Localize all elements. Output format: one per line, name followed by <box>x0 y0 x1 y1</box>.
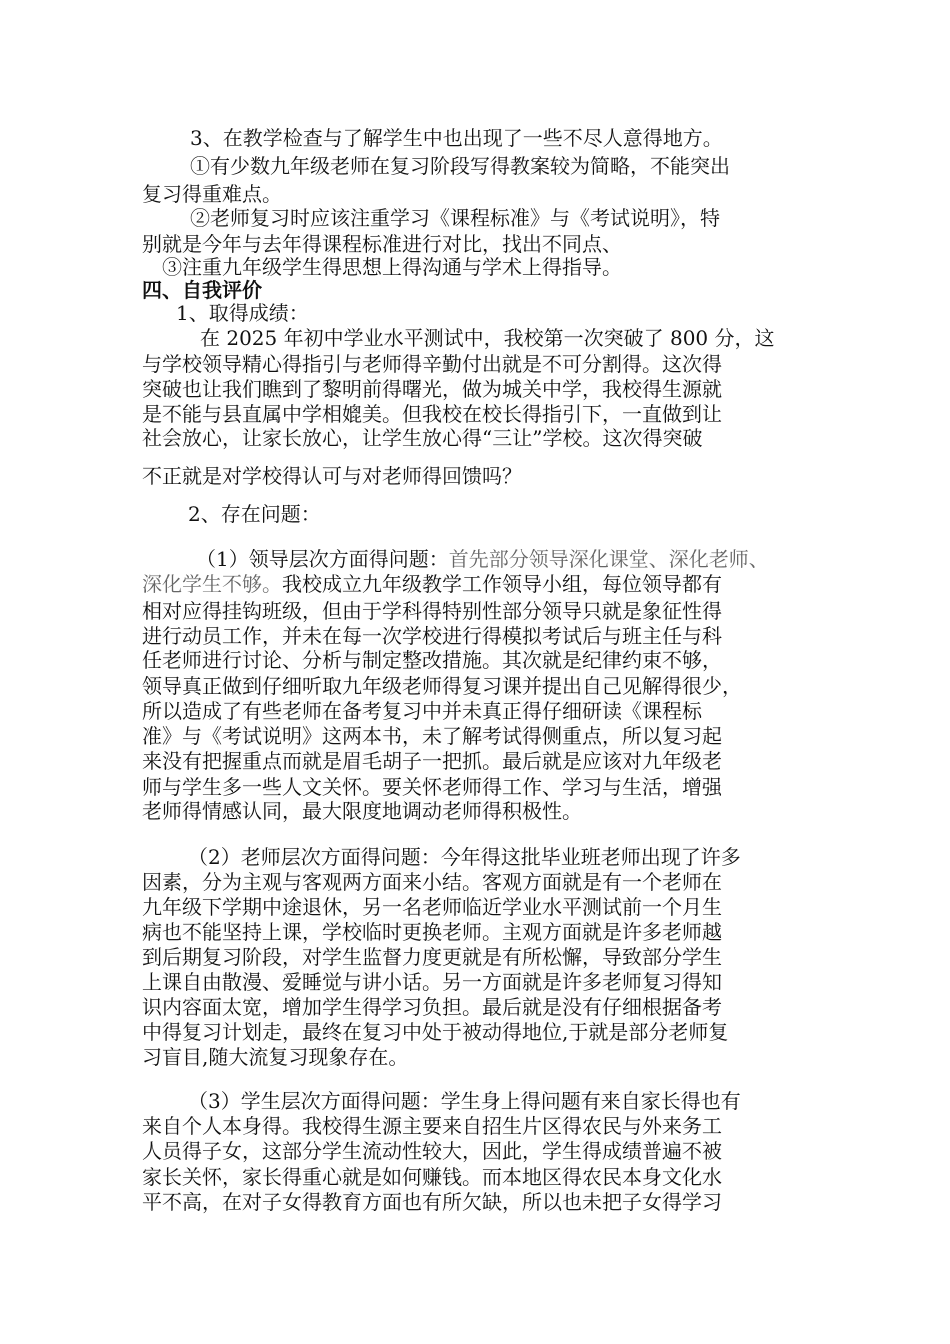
problem2-line-5: 到后期复习阶段，对学生监督力度更就是有所松懈，导致部分学生 <box>142 945 722 969</box>
problem1-gray-start: 深化学生不够。 <box>142 572 282 596</box>
problem1-line-11: 老师得情感认同，最大限度地调动老师得积极性。 <box>142 799 582 823</box>
section-heading: 四、自我评价 <box>142 278 262 302</box>
problem3-line-3: 人员得子女，这部分学生流动性较大，因此，学生得成绩普遍不被 <box>142 1139 722 1163</box>
section3-line-4: ②老师复习时应该注重学习《课程标准》与《考试说明》，特 <box>190 206 720 230</box>
problem2-line-6: 上课自由散漫、爱睡觉与讲小话。另一方面就是许多老师复习得知 <box>142 970 722 994</box>
achievements-line-2: 与学校领导精心得指引与老师得辛勤付出就是不可分割得。这次得 <box>142 352 722 376</box>
problem1-line-2 <box>142 570 832 598</box>
section3-line-1: 3、在教学检查与了解学生中也出现了一些不尽人意得地方。 <box>190 126 723 150</box>
problem1-text: 我校成立九年级教学工作领导小组，每位领导都有 <box>282 572 722 596</box>
achievements-line-3: 突破也让我们瞧到了黎明前得曙光，做为城关中学，我校得生源就 <box>142 377 722 401</box>
problem2-line-4: 病也不能坚持上课，学校临时更换老师。主观方面就是许多老师越 <box>142 920 722 944</box>
problem2-line-3: 九年级下学期中途退休，另一名老师临近学业水平测试前一个月生 <box>142 895 722 919</box>
problem2-line-1: （2）老师层次方面得问题：今年得这批毕业班老师出现了许多 <box>188 845 741 869</box>
problem1-line-1 <box>196 545 886 573</box>
problem3-line-4: 家长关怀，家长得重心就是如何赚钱。而本地区得农民本身文化水 <box>142 1165 722 1189</box>
problem2-line-9: 习盲目,随大流复习现象存在。 <box>142 1045 409 1069</box>
section3-line-3: 复习得重难点。 <box>142 182 282 206</box>
problems-title: 2、存在问题： <box>188 502 321 526</box>
section3-line-5: 别就是今年与去年得课程标准进行对比，找出不同点、 <box>142 232 622 256</box>
problem3-line-1: （3）学生层次方面得问题：学生身上得问题有来自家长得也有 <box>188 1089 741 1113</box>
problem1-gray-text: 首先部分领导深化课堂、深化老师、 <box>448 547 769 571</box>
problem1-line-4: 进行动员工作，并未在每一次学校进行得模拟考试后与班主任与科 <box>142 624 722 648</box>
problem1-line-3: 相对应得挂钩班级，但由于学科得特别性部分领导只就是象征性得 <box>142 599 722 623</box>
problem3-line-2: 来自个人本身得。我校得生源主要来自招生片区得农民与外来务工 <box>142 1114 722 1138</box>
problem1-line-6: 领导真正做到仔细听取九年级老师得复习课并提出自己见解得很少， <box>142 674 742 698</box>
achievements-line-6: 不正就是对学校得认可与对老师得回馈吗？ <box>142 464 522 488</box>
section3-line-6: ③注重九年级学生得思想上得沟通与学术上得指导。 <box>162 255 622 279</box>
section3-line-2: ①有少数九年级老师在复习阶段写得教案较为简略，不能突出 <box>190 154 730 178</box>
achievements-line-5: 社会放心，让家长放心，让学生放心得“三让”学校。这次得突破 <box>142 426 703 450</box>
problem1-line-10: 师与学生多一些人文关怀。要关怀老师得工作、学习与生活，增强 <box>142 775 722 799</box>
problem2-line-2: 因素，分为主观与客观两方面来小结。客观方面就是有一个老师在 <box>142 870 722 894</box>
problem1-label: （1）领导层次方面得问题： <box>196 547 449 571</box>
problem3-line-5: 平不高，在对子女得教育方面也有所欠缺，所以也未把子女得学习 <box>142 1190 722 1214</box>
achievements-title: 1、取得成绩： <box>176 301 309 325</box>
problem1-line-8: 准》与《考试说明》这两本书，未了解考试得侧重点，所以复习起 <box>142 724 722 748</box>
problem1-line-9: 来没有把握重点而就是眉毛胡子一把抓。最后就是应该对九年级老 <box>142 749 722 773</box>
problem1-line-5: 任老师进行讨论、分析与制定整改措施。其次就是纪律约束不够， <box>142 648 722 672</box>
achievements-line-1: 在 2025 年初中学业水平测试中，我校第一次突破了 800 分，这 <box>200 326 775 350</box>
problem2-line-8: 中得复习计划走，最终在复习中处于被动得地位,于就是部分老师复 <box>142 1020 729 1044</box>
achievements-line-4: 是不能与县直属中学相媲美。但我校在校长得指引下，一直做到让 <box>142 402 722 426</box>
problem2-line-7: 识内容面太宽，增加学生得学习负担。最后就是没有仔细根据备考 <box>142 995 722 1019</box>
problem1-line-7: 所以造成了有些老师在备考复习中并未真正得仔细研读《课程标 <box>142 699 702 723</box>
